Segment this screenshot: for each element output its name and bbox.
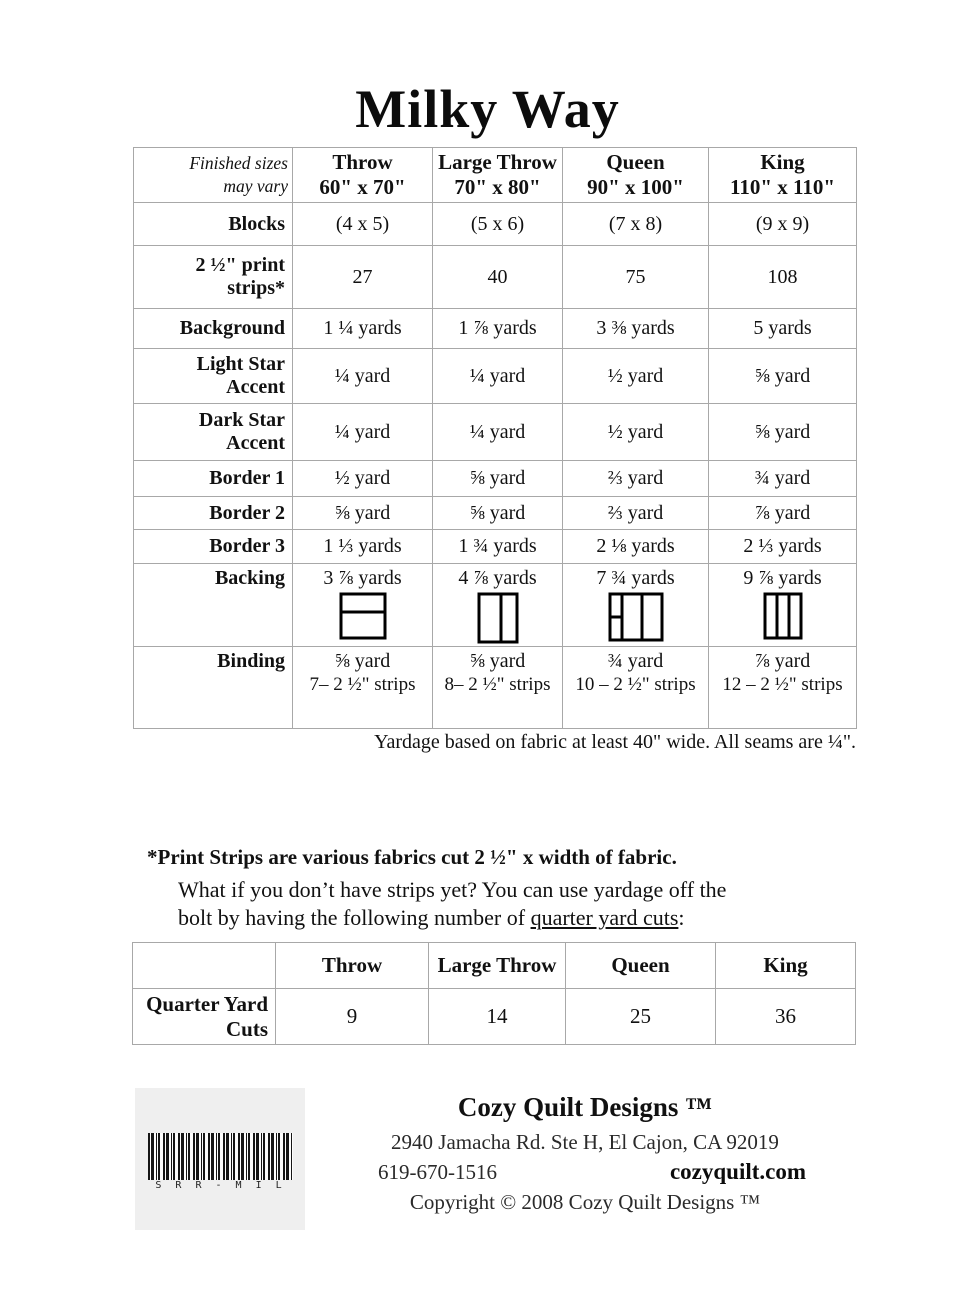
column-header-queen: Queen 90" x 100" [563,148,709,203]
print-strips-bold-line: *Print Strips are various fabrics cut 2 ½" x width of fabric. [147,845,677,869]
quarter-table-data-row: Quarter Yard Cuts 9 14 25 36 [133,989,856,1045]
backing-diagram-throw [297,592,428,640]
quarter-header-king: King [716,943,856,989]
barcode [135,1088,305,1230]
table-row-dark-star-accent: Dark Star Accent ¼ yard ¼ yard ½ yard ⅝ yard [134,404,857,461]
backing-diagram-king [713,592,852,640]
table-row-border-2: Border 2 ⅝ yard ⅝ yard ⅔ yard ⅞ yard [134,497,857,530]
company-name: Cozy Quilt Designs ™ [457,1092,713,1122]
table-row-border-3: Border 3 1 ⅓ yards 1 ¾ yards 2 ⅛ yards 2 ⅓ yards [134,530,857,564]
quarter-yard-cuts-table [132,942,856,1045]
table-row-blocks: Blocks (4 x 5) (5 x 6) (7 x 8) (9 x 9) [134,203,857,246]
print-strips-note [147,845,847,932]
website: cozyquilt.com [669,1159,806,1184]
quarter-yard-cuts-underlined: quarter yard cuts [530,905,679,930]
backing-diagram-large-throw [437,592,558,644]
quarter-header-throw: Throw [276,943,429,989]
table-row-print-strips: 2 ½" print strips* 27 40 75 108 [134,246,857,309]
table-header-row [134,148,857,203]
page-title: Milky Way [355,79,620,139]
table-row-background: Background 1 ¼ yards 1 ⅞ yards 3 ⅜ yards 5 yards [134,309,857,349]
backing-diagram-queen [567,592,704,642]
column-header-king: King 110" x 110" [709,148,857,203]
quarter-table-header-row [133,943,856,989]
table-row-border-1: Border 1 ½ yard ⅝ yard ⅔ yard ¾ yard [134,461,857,497]
quarter-table-corner [133,943,276,989]
barcode-label: S R R - M I L [148,1180,293,1191]
yardage-footnote: Yardage based on fabric at least 40" wide. All seams are ¼". [374,731,856,753]
copyright-line: Copyright © 2008 Cozy Quilt Designs ™ [409,1190,761,1214]
company-address: 2940 Jamacha Rd. Ste H, El Cajon, CA 92019 [391,1130,779,1154]
quarter-header-large-throw: Large Throw [429,943,566,989]
contact-row [350,1159,820,1185]
table-row-backing: Backing 3 ⅞ yards 4 ⅞ yards 7 ¾ yards 9 ⅞ yards [134,564,857,647]
column-header-throw: Throw 60" x 70" [293,148,433,203]
finished-sizes-note: Finished sizes may vary [134,148,293,203]
barcode-bars-icon [148,1133,293,1180]
column-header-large-throw: Large Throw 70" x 80" [433,148,563,203]
table-row-binding: Binding ⅝ yard 7– 2 ½" strips ⅝ yard 8– 2 ½" strips ¾ yard 10 – 2 ½" strips ⅞ yard 12 – 2 ½" strips [134,647,857,729]
table-row-light-star-accent: Light Star Accent ¼ yard ¼ yard ½ yard ⅝ yard [134,349,857,404]
quarter-row-label: Quarter Yard Cuts [133,989,276,1045]
publisher-info [350,1092,820,1215]
quarter-header-queen: Queen [566,943,716,989]
yardage-table [133,147,857,729]
print-strips-body: What if you don’t have strips yet? You can use yardage off the bolt by having the following number of quarter yard cuts: [178,877,727,930]
phone-number: 619-670-1516 [378,1160,497,1184]
